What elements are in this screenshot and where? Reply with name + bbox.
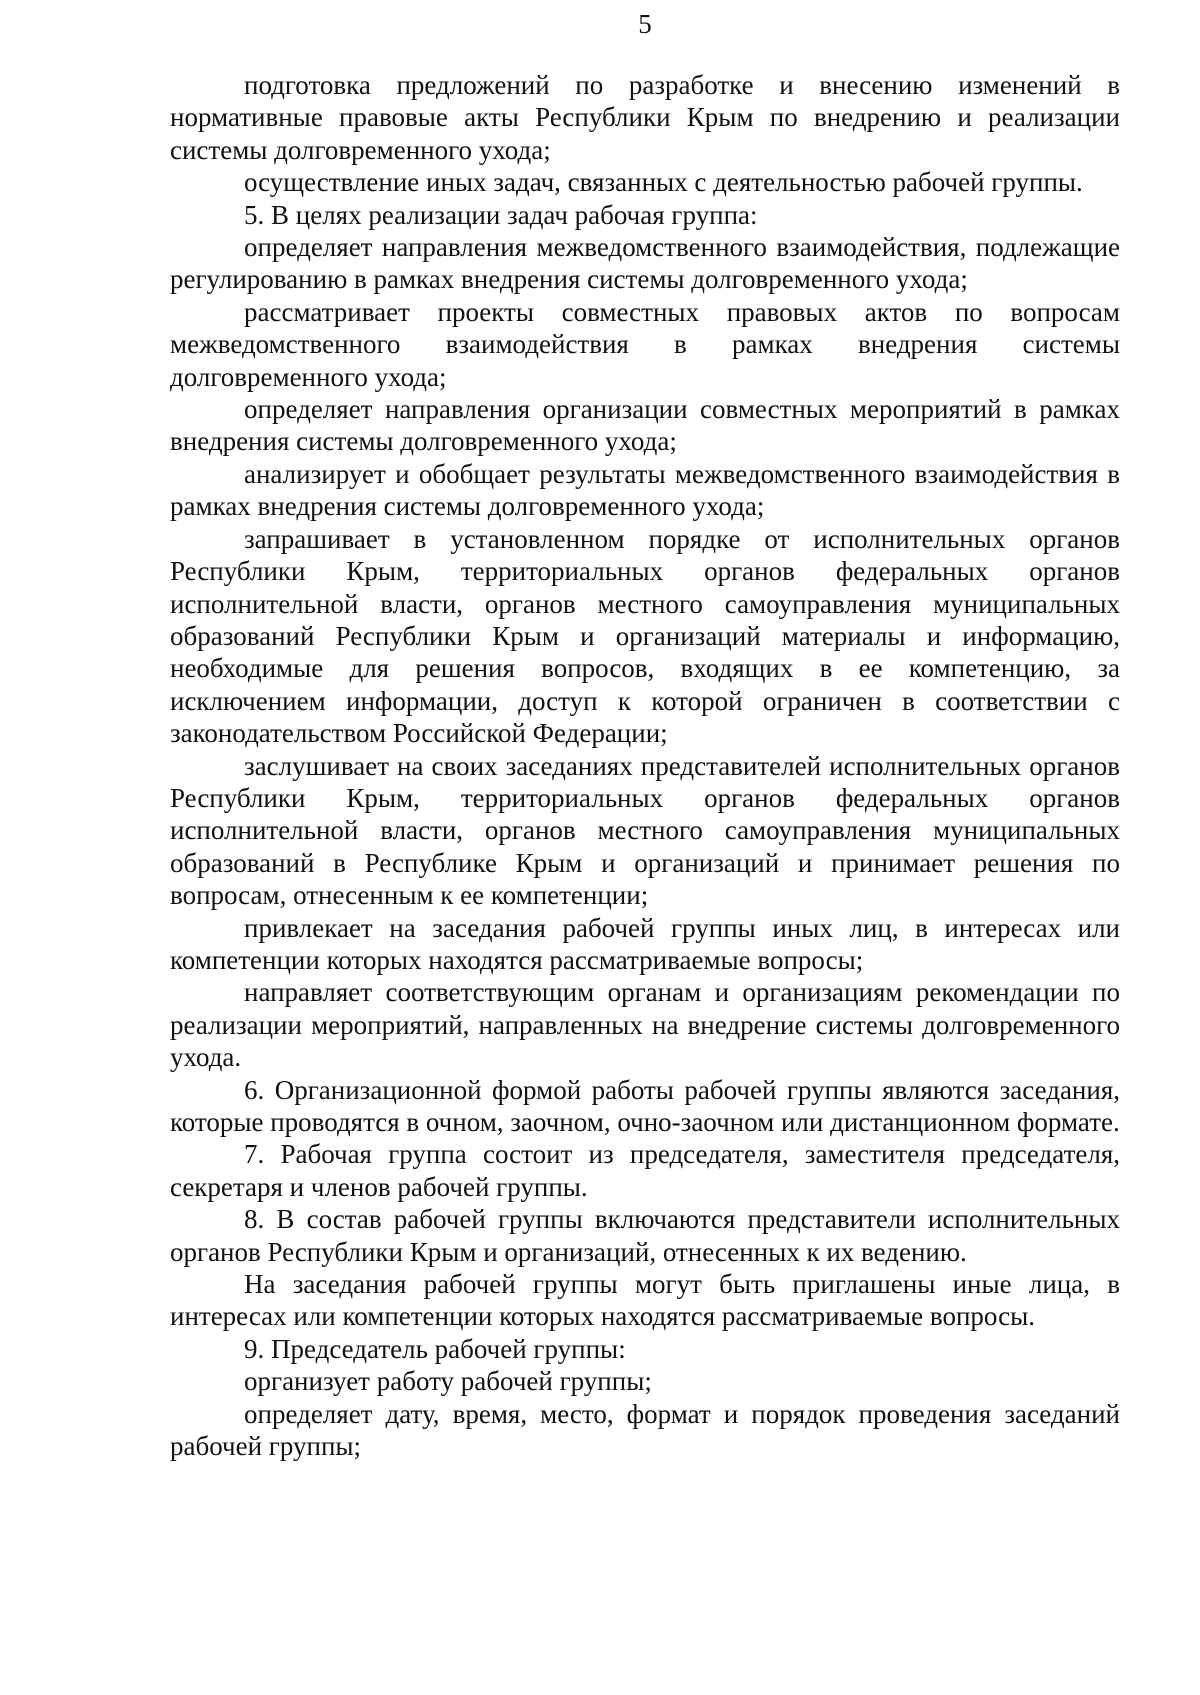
paragraph: осуществление иных задач, связанных с деятельностью рабочей группы.	[244, 167, 1083, 198]
list-item: запрашивает в установленном порядке от исполнительных органов Республики Крым, территориальных органов федеральных органов исполнительной власти, органов местного самоуправления муниципальных образований Республики Крым и организаций материалы и информацию, необходимые для решения вопросов, входящих в ее компетенцию, за исключением информации, доступ к которой ограничен в соответствии с законодательством Российской Федерации;	[170, 523, 1120, 749]
list-item: привлекает на заседания рабочей группы иных лиц, в интересах или компетенции которых находятся рассматриваемые вопросы;	[170, 912, 1120, 975]
paragraph: На заседания рабочей группы могут быть приглашены иные лица, в интересах или компетенции которых находятся рассматриваемые вопросы.	[170, 1269, 1120, 1332]
document-body	[170, 69, 1120, 1462]
list-item: определяет направления организации совместных мероприятий в рамках внедрения системы долговременного ухода;	[170, 394, 1120, 457]
list-item: определяет дату, время, место, формат и порядок проведения заседаний рабочей группы;	[170, 1398, 1120, 1462]
section-heading: 5. В целях реализации задач рабочая группа:	[244, 199, 758, 230]
page-number: 5	[638, 9, 652, 39]
list-item: организует работу рабочей группы;	[244, 1366, 652, 1397]
numbered-paragraph: 7. Рабочая группа состоит из председателя, заместителя председателя, секретаря и членов рабочей группы.	[170, 1139, 1120, 1202]
list-item: анализирует и обобщает результаты межведомственного взаимодействия в рамках внедрения системы долговременного ухода;	[170, 458, 1120, 522]
paragraph: подготовка предложений по разработке и внесению изменений в нормативные правовые акты Республики Крым по внедрению и реализации системы долговременного ухода;	[170, 70, 1120, 165]
numbered-paragraph: 6. Организационной формой работы рабочей группы являются заседания, которые проводятся в очном, заочном, очно-заочном или дистанционном формате.	[170, 1074, 1120, 1137]
list-item: рассматривает проекты совместных правовых актов по вопросам межведомственного взаимодействия в рамках внедрения системы долговременного ухода;	[170, 296, 1120, 392]
section-heading: 9. Председатель рабочей группы:	[244, 1333, 626, 1364]
list-item: направляет соответствующим органам и организациям рекомендации по реализации мероприятий, направленных на внедрение системы долговременного ухода.	[170, 977, 1120, 1073]
list-item: определяет направления межведомственного взаимодействия, подлежащие регулированию в рамках внедрения системы долговременного ухода;	[170, 232, 1120, 295]
list-item: заслушивает на своих заседаниях представителей исполнительных органов Республики Крым, территориальных органов федеральных органов исполнительной власти, органов местного самоуправления муниципальных образований в Республике Крым и организаций и принимает решения по вопросам, отнесенным к ее компетенции;	[170, 750, 1120, 911]
numbered-paragraph: 8. В состав рабочей группы включаются представители исполнительных органов Республики Крым и организаций, отнесенных к их ведению.	[170, 1204, 1120, 1267]
